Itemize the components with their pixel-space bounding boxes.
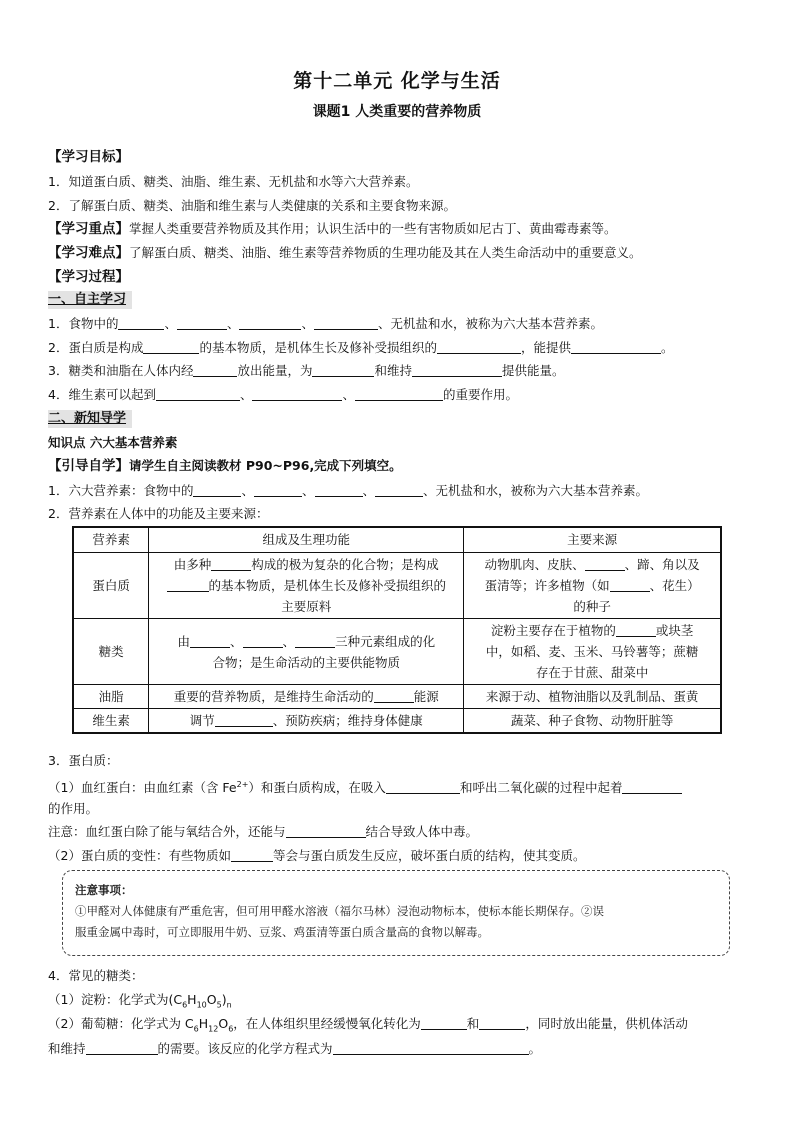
goals-heading: 【学习目标】 <box>48 149 129 165</box>
blank[interactable] <box>156 387 240 401</box>
cell-text: 重要的营养物质，是维持生命活动的 <box>173 689 374 704</box>
superscript: 2+ <box>236 780 249 789</box>
q-text: 、无机盐和水，被称为六大基本营养素。 <box>378 316 604 331</box>
table-row <box>73 685 721 709</box>
table-header: 组成及生理功能 <box>149 527 464 553</box>
blank[interactable] <box>231 848 273 862</box>
knowledge-point: 知识点 六大基本营养素 <box>48 435 178 450</box>
sugar-heading: 4．常见的糖类： <box>48 968 144 983</box>
blank[interactable] <box>386 780 460 794</box>
q-text: 的重要作用。 <box>443 387 519 402</box>
blank[interactable] <box>421 1016 467 1030</box>
cell-text: 由 <box>177 633 191 649</box>
subscript: 12 <box>208 1024 219 1034</box>
blank[interactable] <box>252 387 342 401</box>
blank[interactable] <box>177 316 227 330</box>
q-text: 注意：血红蛋白除了能与氧结合外，还能与 <box>48 824 286 839</box>
q-text: 等会与蛋白质发生反应，破坏蛋白质的结构，使其变质。 <box>272 848 586 863</box>
nutrient-name: 蛋白质 <box>73 553 149 619</box>
cell-text: 合物；是生命活动的主要供能物质 <box>212 654 401 670</box>
section2-heading: 二、新知导学 <box>48 410 132 428</box>
cell-text: 、预防疾病；维持身体健康 <box>272 713 423 728</box>
sugar-item-2 <box>48 1015 688 1039</box>
attention-line-2: 服重金属中毒时，可立即服用牛奶、豆浆、鸡蛋清等蛋白质含量高的食物以解毒。 <box>75 925 489 939</box>
cell-text: 调节 <box>189 713 215 728</box>
q-text: 和 <box>466 1016 480 1031</box>
protein-item-2 <box>48 847 585 865</box>
blank[interactable] <box>315 483 363 497</box>
blank[interactable] <box>295 634 335 648</box>
blank[interactable] <box>286 824 366 838</box>
sep: 、 <box>301 316 314 331</box>
cell-text: 三种元素组成的化 <box>335 633 436 649</box>
blank[interactable] <box>375 483 423 497</box>
q-text: （1）淀粉：化学式为(C <box>48 992 183 1007</box>
blank[interactable] <box>167 578 209 592</box>
attention-line-1: ①甲醛对人体健康有严重危害，但可用甲醛水溶液（福尔马林）浸泡动物标本，使标本能长期保存。②误 <box>75 904 604 918</box>
blank[interactable] <box>374 689 414 703</box>
source-cell: 蔬菜、种子食物、动物肝脏等 <box>464 709 721 734</box>
blank[interactable] <box>333 1041 529 1055</box>
blank[interactable] <box>193 483 241 497</box>
sep: 、 <box>342 387 355 402</box>
cell-text: 、花生） <box>649 578 700 593</box>
subscript: 6 <box>182 1000 188 1010</box>
section1-q4 <box>48 386 518 404</box>
blank[interactable] <box>314 316 378 330</box>
blank[interactable] <box>193 363 237 377</box>
q-text: 放出能量，为 <box>237 363 313 378</box>
subscript: 6 <box>228 1024 234 1034</box>
q-text: H <box>198 1016 209 1031</box>
q-text: （1）血红蛋白：由血红素（含 Fe <box>48 780 237 796</box>
q-text: 。 <box>528 1041 542 1056</box>
q-text: 1．食物中的 <box>48 316 119 331</box>
source-cell <box>464 619 721 685</box>
goal-item-2: 2．了解蛋白质、糖类、油脂和维生素与人类健康的关系和主要食物来源。 <box>48 198 456 213</box>
q-text: 和维持 <box>48 1041 86 1056</box>
nutrient-name: 糖类 <box>73 619 149 685</box>
sep: 、 <box>241 483 254 498</box>
blank[interactable] <box>616 623 656 637</box>
q-text: ，同时放出能量，供机体活动 <box>525 1016 688 1031</box>
lesson-subtitle: 课题1 人类重要的营养物质 <box>312 104 482 120</box>
sep: 、 <box>239 387 253 402</box>
q-text: 4．维生素可以起到 <box>48 387 156 402</box>
q-text: O <box>206 992 217 1007</box>
blank[interactable] <box>118 316 164 330</box>
focus-text: 掌握人类重要营养物质及其作用；认识生活中的一些有害物质如尼古丁、黄曲霉毒素等。 <box>129 221 617 236</box>
protein-note <box>48 823 478 841</box>
sep: 、 <box>226 316 240 331</box>
protein-item-1 <box>48 776 682 797</box>
q-text: H <box>187 992 197 1007</box>
blank[interactable] <box>437 340 521 354</box>
q-text: 1．六大营养素：食物中的 <box>48 483 194 498</box>
table-header: 营养素 <box>73 527 149 553</box>
goal-item-1: 1．知道蛋白质、糖类、油脂、维生素、无机盐和水等六大营养素。 <box>48 174 419 189</box>
q-text: 2．蛋白质是构成 <box>48 340 144 355</box>
blank[interactable] <box>479 1016 525 1030</box>
nutrient-name: 维生素 <box>73 709 149 734</box>
q-text: O <box>218 1016 229 1031</box>
table-row <box>73 619 721 685</box>
blank[interactable] <box>610 578 650 592</box>
q-text: 和维持 <box>374 363 412 378</box>
function-cell <box>149 619 464 685</box>
cell-text: 中，如稻、麦、玉米、马铃薯等；蔗糖 <box>485 644 699 659</box>
section2-q2: 2．营养素在人体中的功能及主要来源： <box>48 506 269 521</box>
table-header: 主要来源 <box>464 527 721 553</box>
cell-text: 的种子 <box>573 599 611 614</box>
nutrient-table <box>72 526 722 734</box>
function-cell <box>149 553 464 619</box>
section1-q2 <box>48 339 674 357</box>
q-text: 的基本物质，是机体生长及修补受损组织的 <box>199 340 437 355</box>
blank[interactable] <box>243 634 283 648</box>
table-row <box>73 709 721 734</box>
subscript: n <box>226 1000 232 1010</box>
table-header-row <box>73 527 721 553</box>
blank[interactable] <box>412 363 502 377</box>
blank[interactable] <box>355 387 443 401</box>
q-text: ，在人体组织里经缓慢氧化转化为 <box>233 1016 421 1031</box>
focus-label: 【学习重点】 <box>48 221 129 237</box>
q-text: 结合导致人体中毒。 <box>365 824 479 839</box>
q-text: 提供能量。 <box>502 363 565 378</box>
section1-heading: 一、自主学习 <box>48 291 132 309</box>
table-row <box>73 553 721 619</box>
section1-q1 <box>48 315 603 333</box>
protein-heading: 3．蛋白质： <box>48 753 119 768</box>
nutrient-name: 油脂 <box>73 685 149 709</box>
guide-label: 【引导自学】 <box>48 458 129 474</box>
cell-text: 存在于甘蔗、甜菜中 <box>535 665 649 680</box>
cell-text: 能源 <box>413 689 439 704</box>
cell-text: 主要原料 <box>281 599 332 614</box>
difficulty-label: 【学习难点】 <box>48 245 129 261</box>
blank[interactable] <box>239 316 301 330</box>
blank[interactable] <box>215 713 273 727</box>
function-cell <box>149 709 464 734</box>
q-text: （2）葡萄糖：化学式为 C <box>48 1016 194 1031</box>
attention-title: 注意事项： <box>75 883 133 897</box>
q-text: （2）蛋白质的变性：有些物质如 <box>48 848 231 863</box>
q-text: 、无机盐和水，被称为六大基本营养素。 <box>423 483 649 498</box>
q-text: 。 <box>661 340 674 355</box>
q-text: 3．糖类和油脂在人体内经 <box>48 363 194 378</box>
process-heading: 【学习过程】 <box>48 269 129 285</box>
page-title: 第十二单元 化学与生活 <box>293 70 501 92</box>
sep: 、 <box>301 483 315 498</box>
sep: 、 <box>164 316 177 331</box>
blank[interactable] <box>622 780 682 794</box>
q-text: ，能提供 <box>520 340 571 355</box>
difficulty-line <box>48 244 642 262</box>
blank[interactable] <box>143 340 199 354</box>
cell-text: 或块茎 <box>655 623 694 638</box>
cell-text: 淀粉主要存在于植物的 <box>490 623 616 638</box>
guide-text: 请学生自主阅读教材 P90~P96,完成下列填空。 <box>129 458 402 473</box>
blank[interactable] <box>312 363 374 377</box>
guide-line <box>48 457 402 475</box>
focus-line <box>48 220 617 238</box>
cell-text: 、蹄、角以及 <box>624 557 700 572</box>
blank[interactable] <box>190 634 230 648</box>
attention-box <box>62 870 730 956</box>
q-text: ）和蛋白质构成，在吸入 <box>248 780 386 796</box>
q-text: ) <box>221 992 227 1007</box>
cell-text: 构成的极为复杂的化合物；是构成 <box>251 557 439 572</box>
section1-q3 <box>48 362 565 380</box>
cell-text: 的基本物质，是机体生长及修补受损组织的 <box>208 578 447 593</box>
section2-q1 <box>48 482 648 500</box>
q-text: 的需要。该反应的化学方程式为 <box>157 1041 333 1056</box>
source-cell <box>464 553 721 619</box>
q-text: 和呼出二氧化碳的过程中起着 <box>459 780 623 796</box>
difficulty-text: 了解蛋白质、糖类、油脂、维生素等营养物质的生理功能及其在人类生命活动中的重要意义。 <box>129 245 642 260</box>
protein-item-1-cont: 的作用。 <box>48 801 99 816</box>
cell-text: 由多种 <box>173 557 212 572</box>
sep: 、 <box>230 633 243 649</box>
blank[interactable] <box>211 557 251 571</box>
sep: 、 <box>282 633 296 649</box>
source-cell: 来源于动、植物油脂以及乳制品、蛋黄 <box>464 685 721 709</box>
blank[interactable] <box>585 557 625 571</box>
subscript: 10 <box>196 1000 207 1010</box>
subscript: 5 <box>216 1000 222 1010</box>
cell-text: 蛋清等；许多植物（如 <box>484 578 610 593</box>
blank[interactable] <box>86 1041 158 1055</box>
blank[interactable] <box>254 483 302 497</box>
sep: 、 <box>362 483 376 498</box>
sugar-item-1 <box>48 991 232 1015</box>
cell-text: 动物肌肉、皮肤、 <box>484 557 585 572</box>
sugar-item-2-cont <box>48 1040 541 1058</box>
function-cell <box>149 685 464 709</box>
blank[interactable] <box>571 340 661 354</box>
subscript: 6 <box>193 1024 199 1034</box>
